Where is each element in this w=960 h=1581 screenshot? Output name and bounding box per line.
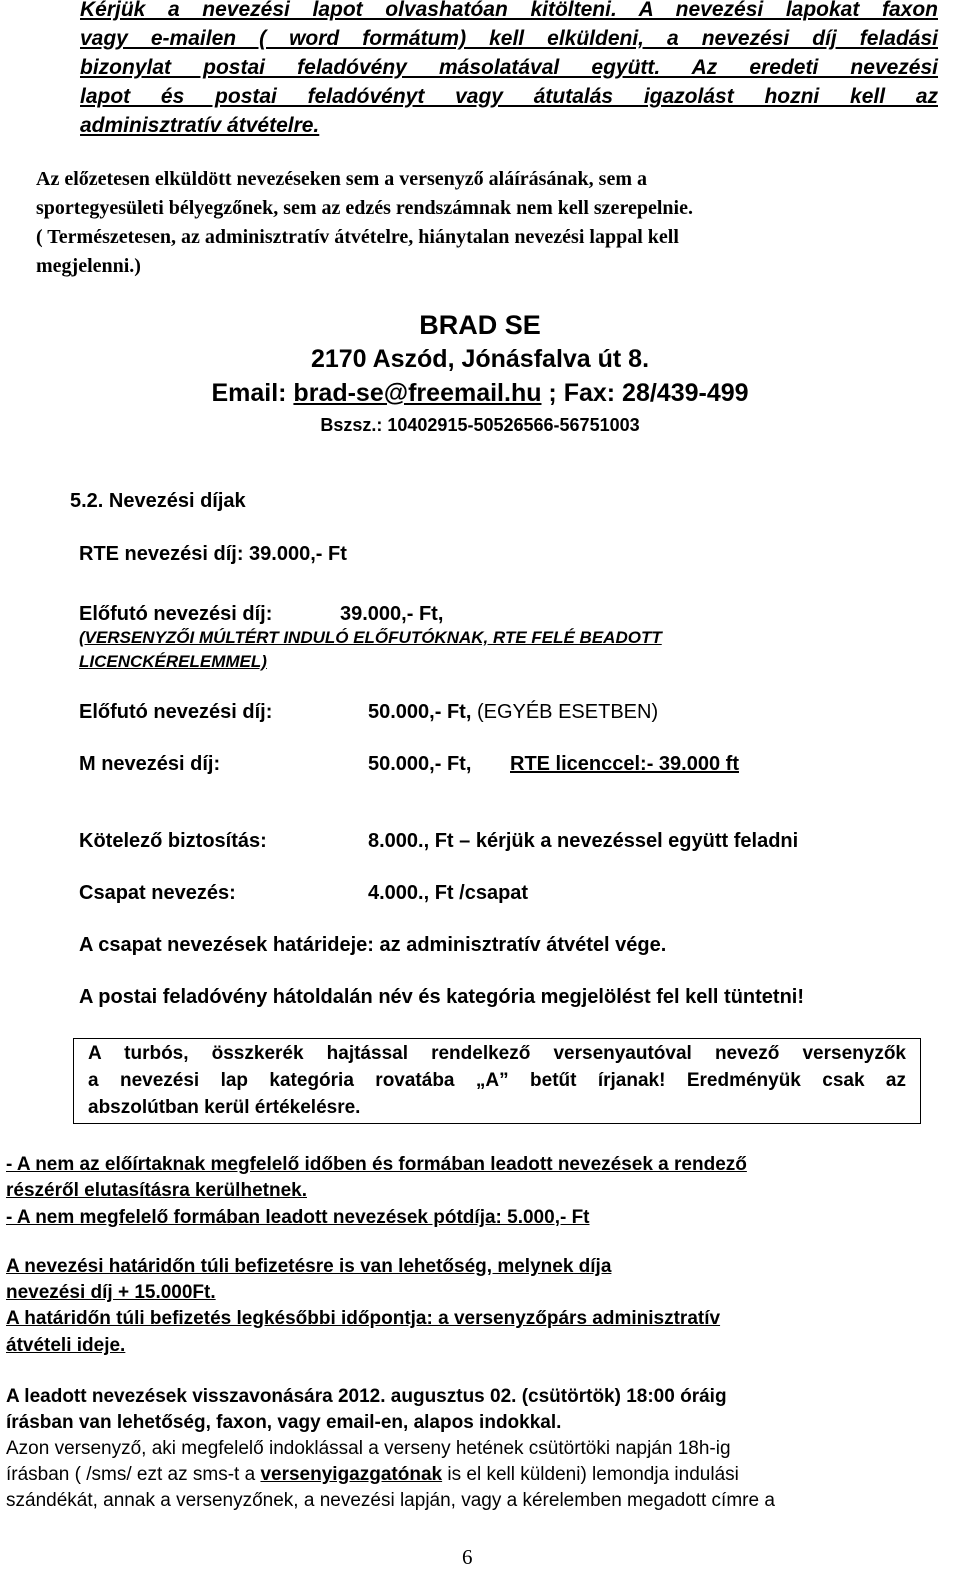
withdraw-line-5: szándékát, annak a versenyzőnek, a nevezési lapján, vagy a kérelemben megadott címre a — [6, 1490, 775, 1511]
rule-line-3: - A nem megfelelő formában leadott nevezések pótdíja: 5.000,- Ft — [6, 1207, 590, 1228]
section-title: 5.2. Nevezési díjak — [70, 490, 246, 512]
rule-line-1: - A nem az előírtaknak megfelelő időben és formában leadott nevezések a rendező — [6, 1154, 747, 1175]
fax-text: ; Fax: 28/439-499 — [541, 379, 749, 407]
withdraw-line-3: Azon versenyző, aki megfelelő indoklással a verseny hetének csütörtöki napján 18h-ig — [6, 1438, 731, 1459]
intro-line-4: lapot és postai feladóvényt vagy átutalás igazolást hozni kell az — [80, 85, 938, 108]
email-label: Email: — [211, 379, 294, 407]
org-street: 2170 Aszód, Jónásfalva út 8. — [310, 345, 650, 373]
late-line-2: nevezési díj + 15.000Ft. — [6, 1282, 216, 1303]
intro-line-2: vagy e-mailen ( word formátum) kell elküldeni, a nevezési díj feladási — [80, 27, 938, 50]
serif-line-3: ( Természetesen, az adminisztratív átvételre, hiánytalan nevezési lappal kell — [36, 226, 679, 248]
box-line-1: A turbós, összkerék hajtással rendelkező versenyautóval nevező versenyzők — [88, 1043, 906, 1064]
fee-elofuto1-label: Előfutó nevezési díj: — [79, 603, 273, 625]
org-name: BRAD SE — [419, 310, 541, 340]
email-link[interactable]: brad-se@freemail.hu — [293, 379, 542, 407]
fee-elofuto2-value: 50.000,- Ft, (EGYÉB ESETBEN) — [368, 701, 659, 723]
fee-team-value: 4.000., Ft /csapat — [368, 882, 529, 904]
bank-account: Bszsz.: 10402915-50526566-56751003 — [320, 415, 640, 435]
late-line-4: átvételi ideje. — [6, 1335, 126, 1356]
intro-line-3: bizonylat postai feladóvény másolatával együtt. Az eredeti nevezési — [80, 56, 938, 79]
box-line-3: abszolútban kerül értékelésre. — [88, 1097, 361, 1118]
deadline-team: A csapat nevezések határideje: az adminisztratív átvétel vége. — [79, 934, 667, 956]
withdraw-line-1: A leadott nevezések visszavonására 2012. augusztus 02. (csütörtök) 18:00 óráig — [6, 1386, 727, 1407]
fee-insurance-value: 8.000., Ft – kérjük a nevezéssel együtt feladni — [368, 830, 799, 852]
rule-line-2: részéről elutasításra kerülhetnek. — [6, 1180, 307, 1201]
fee-m-label: M nevezési díj: — [79, 753, 221, 775]
fee-elofuto2-label: Előfutó nevezési díj: — [79, 701, 273, 723]
fee-m-extra: RTE licenccel:- 39.000 ft — [510, 753, 739, 775]
serif-line-4: megjelenni.) — [36, 255, 141, 277]
fee-rte: RTE nevezési díj: 39.000,- Ft — [79, 543, 347, 565]
page-number: 6 — [462, 1545, 473, 1569]
intro-line-1: Kérjük a nevezési lapot olvashatóan kitölteni. A nevezési lapokat faxon — [80, 0, 938, 21]
intro-line-5: adminisztratív átvételre. — [80, 114, 320, 137]
org-contact — [0, 379, 960, 408]
serif-line-1: Az előzetesen elküldött nevezéseken sem a versenyző aláírásának, sem a — [36, 168, 647, 190]
postal-note: A postai feladóvény hátoldalán név és kategória megjelölést fel kell tüntetni! — [79, 986, 804, 1008]
fee-team-label: Csapat nevezés: — [79, 882, 236, 904]
fee-m-value: 50.000,- Ft, — [368, 753, 472, 775]
fee-elofuto1-note-1: (VERSENYZŐI MÚLTÉRT INDULÓ ELŐFUTÓKNAK, RTE FELÉ BEADOTT — [79, 628, 662, 647]
withdraw-line-4: írásban ( /sms/ ezt az sms-t a versenyigazgatónak is el kell küldeni) lemondja indulási — [6, 1464, 739, 1485]
fee-insurance-label: Kötelező biztosítás: — [79, 830, 267, 852]
fee-elofuto1-value: 39.000,- Ft, — [340, 603, 444, 625]
box-line-2: a nevezési lap kategória rovatába „A” betűt írjanak! Eredményük csak az — [88, 1070, 906, 1091]
late-line-3: A határidőn túli befizetés legkésőbbi időpontja: a versenyzőpárs adminisztratív — [6, 1308, 721, 1329]
serif-line-2: sportegyesületi bélyegzőnek, sem az edzés rendszámnak nem kell szerepelnie. — [36, 197, 693, 219]
turbo-note-box — [73, 1038, 921, 1124]
withdraw-line-2: írásban van lehetőség, faxon, vagy email-en, alapos indokkal. — [6, 1412, 562, 1433]
fee-elofuto1-note-2: LICENCKÉRELEMMEL) — [79, 652, 267, 671]
late-line-1: A nevezési határidőn túli befizetésre is van lehetőség, melynek díja — [6, 1256, 612, 1277]
